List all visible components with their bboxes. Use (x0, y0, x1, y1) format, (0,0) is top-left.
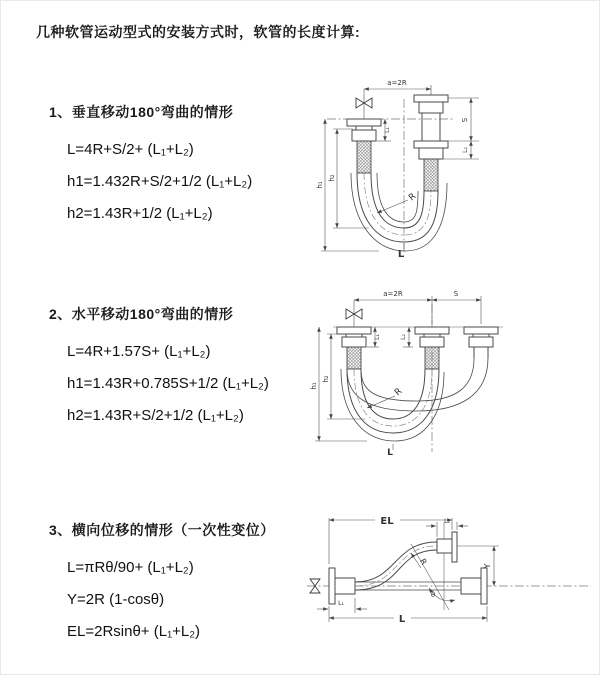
span-label: a=2R (387, 79, 407, 87)
radius-label: R (417, 557, 429, 567)
top-right-fitting (437, 532, 457, 562)
s-curve-hose (355, 542, 437, 590)
left-flange-fitting (329, 568, 355, 604)
travel-s-label: S (453, 290, 459, 298)
h1-label: h₁ (310, 382, 318, 390)
page-title: 几种软管运动型式的安装方式时，软管的长度计算: (36, 24, 361, 40)
el-label: EL (380, 516, 394, 527)
right-ghost-fitting (461, 568, 487, 604)
shifted-flange-fitting (464, 327, 498, 358)
formula-h2: h2=1.43R+1/2 (L₁+L₂) (67, 205, 213, 222)
valve-icon (346, 300, 362, 327)
section-3-heading: 3、横向位移的情形（一次性变位） (49, 522, 275, 538)
l2-label: L₂ (400, 334, 407, 340)
section-1 (49, 102, 319, 230)
y-label: Y (483, 563, 492, 569)
diagram-horizontal-180-bend (307, 284, 597, 459)
theta-label: θ (430, 591, 436, 599)
l1-label: L₁ (338, 600, 344, 607)
valve-icon (356, 89, 372, 119)
h2-label: h₂ (328, 174, 336, 182)
length-label: L (387, 448, 393, 458)
l1-label: L₁ (384, 127, 391, 133)
left-flange-fitting (337, 327, 371, 369)
diagram-lateral-displacement (299, 506, 599, 641)
length-label: L (397, 249, 405, 258)
span-label: a=2R (383, 290, 403, 298)
left-flange-fitting (347, 119, 381, 173)
formula-y: Y=2R (1-cosθ) (67, 591, 165, 608)
l2-label: L₂ (444, 518, 450, 525)
radius-label: R (407, 191, 419, 204)
section-2 (49, 304, 319, 432)
diagram-vertical-180-bend (311, 73, 591, 258)
formula-length: L=4R+1.57S+ (L₁+L₂) (67, 343, 211, 360)
dimension-lines (315, 296, 481, 450)
diagram-labels (316, 79, 469, 258)
radius-label: R (393, 386, 405, 399)
middle-flange-fitting (415, 327, 449, 369)
dimension-lines (321, 85, 479, 251)
section-1-heading: 1、垂直移动180°弯曲的情形 (49, 104, 234, 120)
section-2-heading: 2、水平移动180°弯曲的情形 (49, 306, 234, 322)
formula-h1: h1=1.432R+S/2+1/2 (L₁+L₂) (67, 173, 253, 190)
h1-label: h₁ (316, 181, 324, 189)
hose-curves (341, 358, 488, 441)
h2-label: h₂ (322, 375, 330, 383)
length-label: L (398, 614, 406, 625)
right-flange-fitting (414, 95, 448, 191)
diagram-labels (310, 290, 459, 458)
centerlines (333, 304, 503, 452)
l1-label: L₁ (374, 334, 381, 340)
formula-h1: h1=1.43R+0.785S+1/2 (L₁+L₂) (67, 375, 269, 392)
dimension-lines (317, 518, 499, 622)
travel-s-label: S (461, 117, 469, 123)
formula-el: EL=2Rsinθ+ (L₁+L₂) (67, 623, 201, 640)
formula-h2: h2=1.43R+S/2+1/2 (L₁+L₂) (67, 407, 244, 424)
section-3 (49, 520, 319, 648)
formula-length: L=πRθ/90+ (L₁+L₂) (67, 559, 194, 576)
formula-length: L=4R+S/2+ (L₁+L₂) (67, 141, 194, 158)
diagram-labels (338, 516, 492, 625)
l2-label: L₂ (462, 147, 469, 153)
